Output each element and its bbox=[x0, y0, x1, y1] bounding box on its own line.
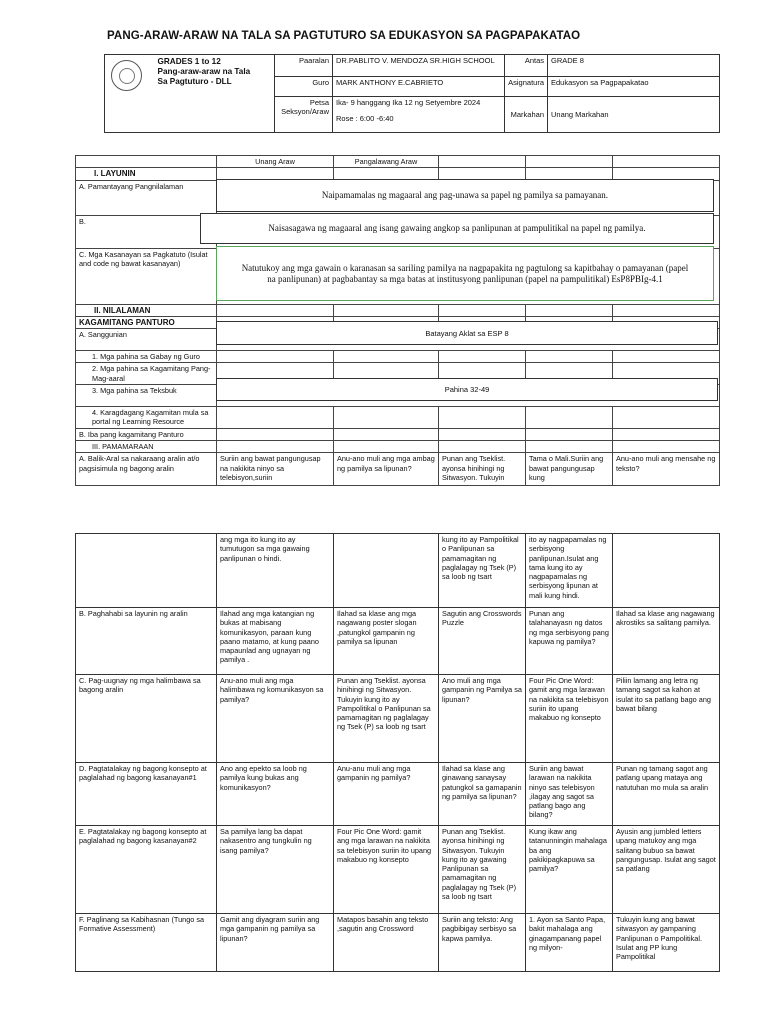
row-label: D. Pagtatalakay ng bagong konsepto at paglalahad ng bagong kasanayan#1 bbox=[76, 763, 217, 826]
gabay-label: 1. Mga pahina sa Gabay ng Guro bbox=[76, 351, 217, 363]
sanggunian-box: Batayang Aklat sa ESP 8 bbox=[216, 321, 718, 345]
teksbuk-label: 3. Mga pahina sa Teksbuk bbox=[76, 385, 217, 407]
nilalaman-heading: II. NILALAMAN bbox=[76, 304, 217, 316]
petsa-label: Petsa Seksyon/Araw bbox=[275, 97, 333, 133]
antas-label: Antas bbox=[505, 55, 548, 77]
table-cell: Piliin lamang ang letra ng tamang sagot sa kahon at isulat ito sa patlang bago ang bawat bilang bbox=[613, 675, 720, 763]
petsa-cell bbox=[333, 97, 505, 133]
col-unang-araw: Unang Araw bbox=[217, 156, 334, 168]
balik-cell-4: Tama o Mali.Suriin ang bawat pangungusap kung bbox=[526, 453, 613, 486]
page-title: PANG-ARAW-ARAW NA TALA SA PAGTUTURO SA EDUKASYON SA PAGPAPAKATAO bbox=[107, 30, 581, 42]
table-cell: Anu-ano muli ang mga halimbawa ng komunikasyon sa pamilya? bbox=[217, 675, 334, 763]
table-cell: Matapos basahin ang teksto ,sagutin ang Crossword bbox=[334, 914, 439, 972]
table-cell: Anu-anu muli ang mga gampanin ng pamilya? bbox=[334, 763, 439, 826]
table-cell: Suriin ang bawat larawan na nakikita ninyo sas telebisyon ,ilagay ang sagot sa patlang bago ang bilang? bbox=[526, 763, 613, 826]
balik-cell-5: Anu-ano muli ang mensahe ng teksto? bbox=[613, 453, 720, 486]
table-cell: Ilahad sa klase ang mga nagawang poster slogan ,patungkol gampanin ng pamilya sa lipunan bbox=[334, 608, 439, 675]
table-cell: Kung ikaw ang tatanunningin mahalaga ba ang pakikipagkapuwa sa pamilya? bbox=[526, 826, 613, 914]
table-cell: Tukuyin kung ang bawat sitwasyon ay gampaning Panlipunan o Pampolitikal. Isulat ang PP kung Pampolitikal bbox=[613, 914, 720, 972]
table-cell: Four Pic One Word: gamit ang mga larawan na nakikita sa telebisyon suriin ito upang makabuo ng konsepto bbox=[334, 826, 439, 914]
pamamaraan-heading: III. PAMAMARAAN bbox=[76, 440, 217, 452]
col-pangalawang-araw: Pangalawang Araw bbox=[334, 156, 439, 168]
layunin-heading: I. LAYUNIN bbox=[76, 168, 217, 180]
table-cell: Punan ang talahanayasn ng datos ng mga serbisyong pang kapuwa ng pamilya? bbox=[526, 608, 613, 675]
paaralan-value: DR.PABLITO V. MENDOZA SR.HIGH SCHOOL bbox=[333, 55, 505, 77]
kasanayan-box: Natutukoy ang mga gawain o karanasan sa sariling pamilya na nagpapakita ng pagtulong sa kapitbahay o pamayanan (papel na panlipunan) at pagbabantay sa mga batas at institusyong panlipunan (papel na pampulitikal) EsP8PBIg-4.1 bbox=[216, 246, 714, 301]
table-cell: Ayusin ang jumbled letters upang matukoy ang mga salitang bubuo sa bawat pangungusap. Isulat ang sagot sa patlang bbox=[613, 826, 720, 914]
lesson-table-bottom bbox=[75, 533, 720, 972]
header-table bbox=[104, 54, 720, 133]
row-label: B. Paghahabi sa layunin ng aralin bbox=[76, 608, 217, 675]
balik-cell-1: Suriin ang bawat pangungusap na nakikita ninyo sa telebisyon,suriin bbox=[217, 453, 334, 486]
table-cell: Ilahad ang mga katangian ng bukas at mabisang komunikasyon, paraan kung paano matamo, at kung paano mapaunlad ang ugnayan ng pamilya . bbox=[217, 608, 334, 675]
table-cell: Punan ang Tseklist. ayonsa hinihingi ng Sitwasyon. Tukuyin kung ito ay Pampolitikal o Panlipunan sa pamamagitan ng paglalagay ng Tsek (P) sa loob ng tsart bbox=[334, 675, 439, 763]
kagamitang-mag-label: 2. Mga pahina sa Kagamitang Pang-Mag-aaral bbox=[76, 363, 217, 385]
row-label: E. Pagtatalakay ng bagong konsepto at paglalahad ng bagong kasanayan#2 bbox=[76, 826, 217, 914]
table-cell: Four Pic One Word: gamit ang mga larawan na nakikita sa telebisyon suriin ito upang makabuo ng konsepto bbox=[526, 675, 613, 763]
table-row bbox=[76, 763, 720, 826]
grades-label: GRADES 1 to 12 bbox=[157, 57, 221, 66]
table-cell: Punan ang Tseklist. ayonsa hinihingi ng Sitwasyon. Tukuyin kung ito ay gawaing Panlipunan sa pamamagitan ng paglalagay ng Tsek (P) sa loob ng tsart bbox=[439, 826, 526, 914]
kagamitang-heading: KAGAMITANG PANTURO bbox=[76, 316, 217, 328]
table-row bbox=[76, 675, 720, 763]
guro-label: Guro bbox=[275, 77, 333, 97]
table-cell: Ano ang epekto sa loob ng pamilya kung bukas ang komunikasyon? bbox=[217, 763, 334, 826]
row-a-label: A. Pamantayang Pangnilalaman bbox=[76, 180, 217, 215]
seal-cell bbox=[105, 55, 155, 133]
balik-cell-3: Punan ang Tseklist. ayonsa hinihingi ng Sitwasyon. Tukuyin bbox=[439, 453, 526, 486]
row-label: F. Paglinang sa Kabihasnan (Tungo sa Formative Assessment) bbox=[76, 914, 217, 972]
row-c-label: C. Mga Kasanayan sa Pagkatuto (Isulat and code ng bawat kasanayan) bbox=[76, 248, 217, 304]
table-row bbox=[76, 608, 720, 675]
cont-cell-1: ang mga ito kung ito ay tumutugon sa mga gawaing panlipunan o hindi. bbox=[217, 534, 334, 608]
cont-cell-4: ito ay nagpapamalas ng serbisyong panlipunan.Isulat ang tama kung ito ay nagpapamalas ng serbisyong lipunan at mali kung hindi. bbox=[526, 534, 613, 608]
table-cell: Ilahad sa klase ang ginawang sanaysay patungkol sa gamapanin ng pamilya sa lipunan? bbox=[439, 763, 526, 826]
table-cell: Punan ng tamang sagot ang patlang upang mataya ang natutuhan mo mula sa aralin bbox=[613, 763, 720, 826]
table-cell: Sa pamilya lang ba dapat nakasentro ang tungkulin ng isang pamilya? bbox=[217, 826, 334, 914]
pahina-box: Pahina 32-49 bbox=[216, 378, 718, 401]
iba-label: B. Iba pang kagamitang Panturo bbox=[76, 428, 217, 440]
row-label: C. Pag-uugnay ng mga halimbawa sa bagong aralin bbox=[76, 675, 217, 763]
markahan-label: Markahan bbox=[505, 97, 548, 133]
sanggunian-label: A. Sanggunian bbox=[76, 329, 217, 351]
guro-value: MARK ANTHONY E.CABRIETO bbox=[333, 77, 505, 97]
pagganap-box: Naisasagawa ng magaaral ang isang gawaing angkop sa panlipunan at pampulitikal na papel ng pamilya. bbox=[200, 213, 714, 244]
balik-cell-2: Anu-ano muli ang mga ambag ng pamilya sa lipunan? bbox=[334, 453, 439, 486]
paaralan-label: Paaralan bbox=[275, 55, 333, 77]
table-cell: Ano muli ang mga gampanin ng Pamilya sa lipunan? bbox=[439, 675, 526, 763]
dll-title-cell bbox=[155, 55, 275, 133]
cont-cell-3: kung ito ay Pampolitikal o Panlipunan sa pamamagitan ng paglalagay ng Tsek (P) sa loob ng tsart bbox=[439, 534, 526, 608]
table-cell: Sagutin ang Crosswords Puzzle bbox=[439, 608, 526, 675]
markahan-value: Unang Markahan bbox=[548, 97, 720, 133]
petsa-value: Ika- 9 hanggang Ika 12 ng Setyembre 2024 bbox=[336, 98, 481, 107]
asignatura-value: Edukasyon sa Pagpapakatao bbox=[548, 77, 720, 97]
table-row bbox=[76, 914, 720, 972]
karagdagang-label: 4. Karagdagang Kagamitan mula sa portal ng Learning Resource bbox=[76, 407, 217, 429]
cont-cell-5 bbox=[613, 534, 720, 608]
table-cell: Gamit ang diyagram suriin ang mga gampanin ng pamilya sa lipunan? bbox=[217, 914, 334, 972]
table-cell: Ilahad sa klase ang nagawang akrostiks sa salitang pamilya. bbox=[613, 608, 720, 675]
dll-line-2: Sa Pagtuturo - DLL bbox=[157, 77, 232, 86]
table-row bbox=[76, 826, 720, 914]
asignatura-label: Asignatura bbox=[505, 77, 548, 97]
pamantayang-box: Naipamamalas ng magaaral ang pag-unawa sa papel ng pamilya sa pamayanan. bbox=[216, 179, 714, 212]
balik-aral-label: A. Balik-Aral sa nakaraang aralin at/o pagsisimula ng bagong aralin bbox=[76, 453, 217, 486]
dll-line-1: Pang-araw-araw na Tala bbox=[157, 67, 251, 76]
rose-schedule: Rose : 6:00 -6:40 bbox=[336, 114, 394, 124]
antas-value: GRADE 8 bbox=[548, 55, 720, 77]
table-cell: 1. Ayon sa Santo Papa, bakit mahalaga ang ginagampanang papel ng milyon- bbox=[526, 914, 613, 972]
table-cell: Suriin ang teksto: Ang pagbibigay serbisyo sa kapwa pamilya. bbox=[439, 914, 526, 972]
cont-cell-2 bbox=[334, 534, 439, 608]
row-b-label: B. bbox=[76, 215, 217, 248]
